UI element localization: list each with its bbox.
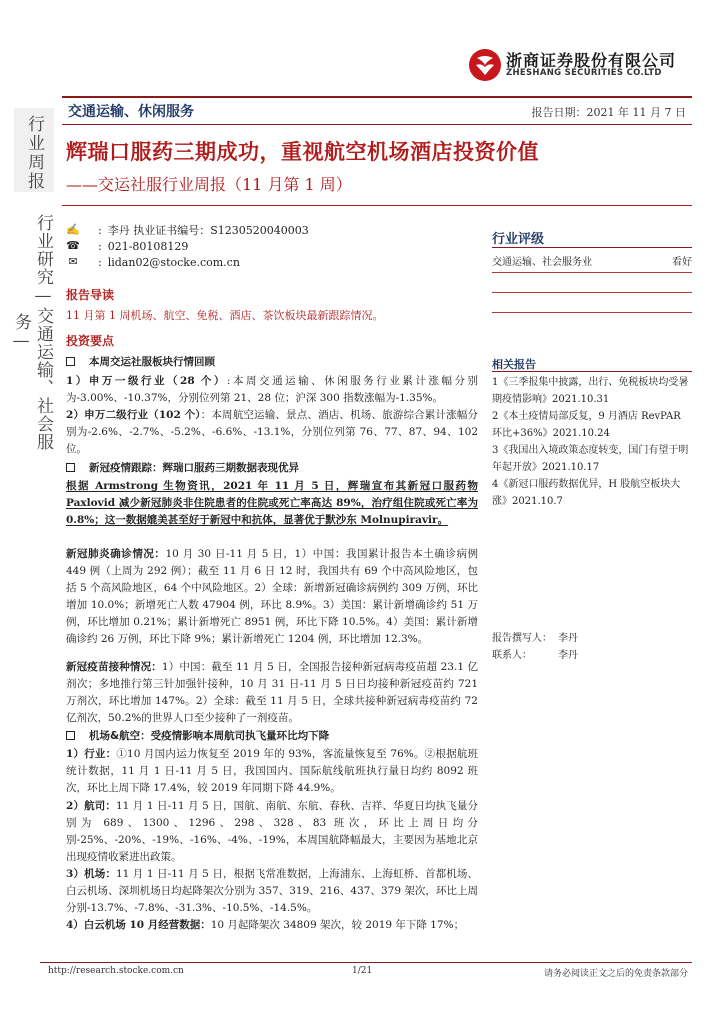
phone-icon: ☎	[66, 239, 80, 252]
paragraph-body: 10 月起降架次 34809 架次，较 2019 年下降 17%；	[210, 919, 465, 931]
related-reports-list	[492, 374, 692, 510]
blank-row-rule	[492, 312, 692, 313]
points-heading: 投资要点	[66, 334, 115, 348]
bullet-covid-tracking-title: 新冠疫情跟踪：辉瑞口服药三期数据表现优异	[89, 462, 299, 474]
paragraph-lead: 新冠疫苗接种情况：	[66, 661, 162, 673]
paragraph-lead: 1）申万一级行业（28 个）	[66, 375, 227, 387]
analyst-contact	[66, 222, 309, 270]
bullet-market-review	[66, 354, 215, 369]
square-bullet-icon	[66, 731, 75, 740]
related-rule	[492, 371, 692, 372]
paragraph-lead: 2）申万二级行业（102 个）	[66, 409, 201, 421]
contact-person-label: 联系人：	[492, 650, 532, 661]
related-report-item[interactable]: 1《三季报集中披露，出行、免税板块均受暑期疫情影响》2021.10.31	[492, 377, 689, 405]
report-title: 辉瑞口服药三期成功，重视航空机场酒店投资价值	[66, 140, 539, 164]
paragraph-lead: 新冠肺炎确诊情况：	[66, 548, 166, 560]
related-reports-heading: 相关报告	[492, 358, 536, 371]
paragraph-body: 10 月 30 日-11 月 5 日，1）中国：我国累计报告本土确诊病例 449 例（上周为 292 例）；截至 11 月 6 日 12 时，我国共有 69 个中高风险地区，包括 5 个高风险地区，64 个中风险地区。2）全球：新增新冠确诊病例约 309 万例，环比增加 10.0%；新增死亡人数 47904 例，环比 8.9%。3）美国：累计新增确诊约 51 万例，环比增加 0.21%；累计新增死亡 8951 例，环比下降 10.5%。4）美国：累计新增确诊约 26 万例，环比下降 9%；累计新增死亡 1204 例，环比增加 12.3%。	[66, 548, 478, 645]
bullet-airport-airline	[66, 728, 329, 743]
paragraph-lead: 3）机场：	[66, 868, 116, 880]
report-subtitle: ——交运社服行业周报（11 月第 1 周）	[66, 175, 352, 194]
contact-separator: :	[98, 223, 102, 237]
paragraph-body: 1）中国：截至 11 月 5 日，全国报告接种新冠病毒疫苗超 23.1 亿剂次；多地推行第三针加强针接种，10 月 31 日-11 月 5 日日均接种新冠疫苗约 721 万剂次，环比增加 147%。2）全球：截至 11 月 5 日，全球共接种新冠病毒疫苗约 72 亿剂次，50.2%的世界人口至少接种了一剂疫苗。	[66, 661, 478, 724]
sector-title: 交通运输、休闲服务	[68, 104, 194, 120]
paragraph-body: ①10 月国内运力恢复至 2019 年的 93%，客流量恢复至 76%。②根据航班统计数据，11 月 1 日-11 月 5 日，我国国内、国际航线航班执行量日均约 8092 班次，环比上周下降 17.4%，较 2019 年同期下降 44.9%。	[66, 748, 478, 794]
paragraph-lead: 4）白云机场 10 月经营数据：	[66, 919, 211, 931]
paragraph-body: ：本周航空运输、景点、酒店、机场、旅游综合累计涨幅分别为-2.6%、-2.7%、-5.2%、-6.6%、-13.1%，分别位列第 76、77、87、94、102 位。	[66, 409, 478, 455]
paragraph-industry	[66, 746, 478, 797]
guide-text: 11 月第 1 周机场、航空、免税、酒店、茶饮板块最新跟踪情况。	[66, 309, 384, 322]
report-writer-row	[492, 629, 692, 644]
contact-person-name: 李丹	[558, 650, 578, 661]
contact-person-row	[492, 646, 692, 661]
paragraph-sw-level2	[66, 407, 478, 458]
disclaimer-note: 请务必阅读正文之后的免责条款部分	[543, 969, 688, 979]
email-icon: ✉	[68, 255, 78, 268]
bullet-market-review-title: 本周交运社服板块行情回顾	[89, 356, 215, 368]
contact-separator: :	[98, 239, 102, 253]
rating-row	[492, 253, 692, 268]
square-bullet-icon	[66, 463, 75, 472]
paragraph-airlines	[66, 798, 478, 866]
paragraph-lead: 1）行业：	[66, 748, 117, 760]
company-logo	[468, 46, 678, 82]
analyst-icon: ✍	[66, 223, 80, 236]
paragraph-body: 11 月 1 日-11 月 5 日，国航、南航、东航、春秋、吉祥、华夏日均执飞量分别为 689、1300、1296、298、328、83 班次，环比上周日均分别-25%、-20%、-19%、-16%、-4%、-19%，本周国航降幅最大，主要因为基地北京出现疫情收紧进出政策。	[66, 800, 478, 863]
side-label-report-type: 行业周报	[14, 108, 54, 192]
blank-row-rule	[492, 292, 692, 293]
paragraph-vaccination	[66, 659, 478, 727]
phone-row	[66, 238, 309, 254]
footer-rule	[40, 962, 692, 963]
paragraph-body: 11 月 1 日-11 月 5 日，根据飞常准数据，上海浦东、上海虹桥、首都机场、白云机场、深圳机场日均起降架次分别为 357、319、216、437、379 架次，环比上周分别-13.7%、-7.8%、-31.3%、-10.5%、-14.5%。	[66, 868, 478, 914]
logo-company-name-en: ZHESHANG SECURITIES CO.LTD	[506, 68, 662, 78]
paragraph-airports	[66, 866, 478, 917]
paragraph-baiyun	[66, 917, 478, 934]
paragraph-body: :本周交通运输、休闲服务行业累计涨幅分别为-3.00%、-10.37%，分别位列第 21、28 位；沪深 300 指数涨幅为-1.35%。	[66, 375, 478, 404]
rating-row-rule	[492, 272, 692, 273]
email-row	[66, 254, 309, 270]
analyst-row	[66, 222, 309, 238]
rating-rule	[492, 247, 692, 248]
related-report-item[interactable]: 3《我国出入境政策态度转变，国门有望于明年起开放》2021.10.17	[492, 445, 689, 473]
rating-sector: 交通运输、社会服务业	[492, 257, 592, 268]
header-bottom-rule	[62, 124, 692, 125]
analyst-email[interactable]: lidan02@stocke.com.cn	[107, 255, 240, 269]
zheshang-logo-icon	[468, 48, 502, 82]
related-report-item[interactable]: 4《新冠口服药数据优异，H 股航空板块大涨》2021.10.7	[492, 479, 681, 507]
analyst-name: 李丹 执业证书编号：S1230520040003	[107, 224, 309, 237]
report-date: 报告日期：2021 年 11 月 7 日	[531, 106, 686, 119]
report-writer-name: 李丹	[558, 633, 578, 644]
page-number: 1/21	[352, 966, 373, 976]
footer-url[interactable]: http://research.stocke.com.cn	[48, 966, 184, 976]
logo-company-name: 浙商证券股份有限公司	[506, 51, 677, 70]
square-bullet-icon	[66, 357, 75, 366]
side-label-category: 行业研究—交通运输、社会服务—	[11, 213, 53, 451]
guide-heading: 报告导读	[66, 288, 115, 302]
paragraph-sw-level1	[66, 373, 478, 407]
report-writer-label: 报告撰写人：	[492, 633, 552, 644]
rating-heading: 行业评级	[492, 232, 545, 247]
paragraph-lead: 2）航司：	[66, 800, 116, 812]
contact-separator: :	[98, 255, 102, 269]
bullet-airport-airline-title: 机场&航空：受疫情影响本周航司执飞量环比均下降	[89, 730, 330, 742]
related-report-item[interactable]: 2《本土疫情局部反复，9 月酒店 RevPAR 环比+36%》2021.10.24	[492, 411, 681, 439]
title-rule	[62, 205, 692, 206]
header-top-rule	[62, 96, 692, 98]
analyst-phone: 021-80108129	[107, 239, 189, 253]
bullet-covid-tracking	[66, 460, 299, 475]
paragraph-pfizer: 根据 Armstrong 生物资讯，2021 年 11 月 5 日，辉瑞宣布其新冠口服药物 Paxlovid 减少新冠肺炎非住院患者的住院或死亡率高达 89%，治疗组住院或死亡率为 0.8%；这一数据媲美甚至好于新冠中和抗体，显著优于默沙东 Molnupiravir。	[66, 480, 478, 526]
paragraph-covid-cases	[66, 546, 478, 648]
rating-value: 看好	[672, 257, 692, 268]
